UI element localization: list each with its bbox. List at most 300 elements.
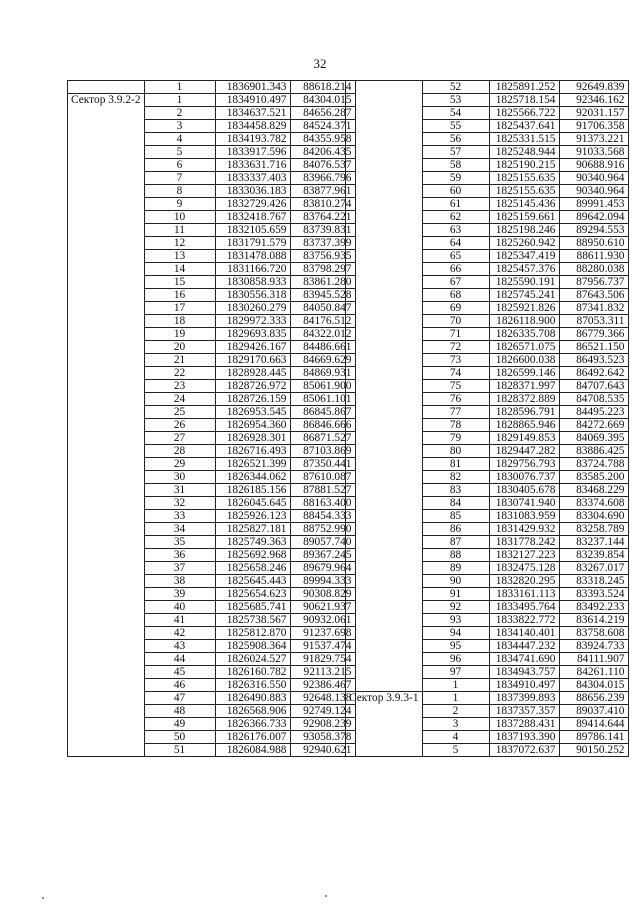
x-coordinate-cell: 1837193.390 [489,731,559,744]
point-number-cell: 77 [422,406,489,419]
table-row [346,94,629,107]
point-number-cell: 41 [144,614,215,627]
x-coordinate-cell: 1826521.399 [215,458,290,471]
point-number-cell: 21 [144,354,215,367]
point-number-cell: 4 [422,731,489,744]
table-row [346,536,629,549]
x-coordinate-cell: 1837288.431 [489,718,559,731]
x-coordinate-cell: 1826953.545 [215,406,290,419]
table-row [68,640,356,653]
sector-cell [346,575,423,588]
sector-cell [346,718,423,731]
sector-cell [68,666,145,679]
table-row [68,354,356,367]
table-row [346,692,629,705]
point-number-cell: 74 [422,367,489,380]
x-coordinate-cell: 1826490.883 [215,692,290,705]
x-coordinate-cell: 1825645.443 [215,575,290,588]
point-number-cell: 82 [422,471,489,484]
table-row [68,549,356,562]
y-coordinate-cell: 87881.527 [290,484,355,497]
x-coordinate-cell: 1825692.968 [215,549,290,562]
point-number-cell: 29 [144,458,215,471]
x-coordinate-cell: 1828372.889 [489,393,559,406]
table-row [346,354,629,367]
sector-cell [68,536,145,549]
table-row [68,484,356,497]
table-row [68,237,356,250]
x-coordinate-cell: 1825260.942 [489,237,559,250]
sector-cell [346,523,423,536]
x-coordinate-cell: 1825738.567 [215,614,290,627]
sector-cell [68,458,145,471]
table-row [346,315,629,328]
y-coordinate-cell: 89991.453 [559,198,628,211]
point-number-cell: 62 [422,211,489,224]
sector-cell [346,276,423,289]
point-number-cell: 53 [422,94,489,107]
y-coordinate-cell: 86871.527 [290,432,355,445]
y-coordinate-cell: 87341.832 [559,302,628,315]
point-number-cell: 46 [144,679,215,692]
y-coordinate-cell: 83924.733 [559,640,628,653]
x-coordinate-cell: 1829149.853 [489,432,559,445]
table-row [68,536,356,549]
table-row [346,107,629,120]
y-coordinate-cell: 84486.661 [290,341,355,354]
x-coordinate-cell: 1832820.295 [489,575,559,588]
sector-cell [346,445,423,458]
point-number-cell: 71 [422,328,489,341]
sector-cell [346,120,423,133]
x-coordinate-cell: 1825331.515 [489,133,559,146]
point-number-cell: 3 [422,718,489,731]
x-coordinate-cell: 1831791.579 [215,237,290,250]
table-row [346,549,629,562]
table-row [346,302,629,315]
x-coordinate-cell: 1832105.659 [215,224,290,237]
x-coordinate-cell: 1825926.123 [215,510,290,523]
table-row [68,653,356,666]
x-coordinate-cell: 1831166.720 [215,263,290,276]
y-coordinate-cell: 86779.366 [559,328,628,341]
sector-cell [346,133,423,146]
x-coordinate-cell: 1834910.497 [489,679,559,692]
x-coordinate-cell: 1825155.635 [489,185,559,198]
y-coordinate-cell: 83764.221 [290,211,355,224]
y-coordinate-cell: 83739.831 [290,224,355,237]
y-coordinate-cell: 89679.964 [290,562,355,575]
table-row [346,81,629,94]
table-row [68,133,356,146]
sector-cell [346,146,423,159]
table-row [68,341,356,354]
x-coordinate-cell: 1829447.282 [489,445,559,458]
point-number-cell: 56 [422,133,489,146]
table-row [68,601,356,614]
y-coordinate-cell: 88656.239 [559,692,628,705]
sector-cell [68,484,145,497]
table-row [68,315,356,328]
sector-cell [346,185,423,198]
point-number-cell: 2 [144,107,215,120]
sector-cell [68,718,145,731]
x-coordinate-cell: 1831778.242 [489,536,559,549]
point-number-cell: 49 [144,718,215,731]
point-number-cell: 16 [144,289,215,302]
y-coordinate-cell: 88611.930 [559,250,628,263]
sector-cell [346,198,423,211]
y-coordinate-cell: 85061.900 [290,380,355,393]
point-number-cell: 83 [422,484,489,497]
sector-cell [346,406,423,419]
y-coordinate-cell: 87956.737 [559,276,628,289]
x-coordinate-cell: 1834943.757 [489,666,559,679]
table-row [68,250,356,263]
point-number-cell: 19 [144,328,215,341]
table-row [68,107,356,120]
y-coordinate-cell: 89367.245 [290,549,355,562]
point-number-cell: 47 [144,692,215,705]
point-number-cell: 11 [144,224,215,237]
y-coordinate-cell: 84111.907 [559,653,628,666]
y-coordinate-cell: 83258.789 [559,523,628,536]
table-row [346,653,629,666]
x-coordinate-cell: 1826024.527 [215,653,290,666]
x-coordinate-cell: 1831083.959 [489,510,559,523]
table-row [346,406,629,419]
y-coordinate-cell: 89994.333 [290,575,355,588]
y-coordinate-cell: 88163.400 [290,497,355,510]
coordinates-table-right [345,80,629,757]
sector-cell: Сектор 3.9.3-1 [346,692,423,705]
y-coordinate-cell: 92908.239 [290,718,355,731]
y-coordinate-cell: 83756.935 [290,250,355,263]
point-number-cell: 58 [422,159,489,172]
sector-cell [346,666,423,679]
x-coordinate-cell: 1828928.445 [215,367,290,380]
x-coordinate-cell: 1826118.900 [489,315,559,328]
point-number-cell: 68 [422,289,489,302]
sector-cell [68,380,145,393]
sector-cell [346,380,423,393]
table-row [68,614,356,627]
x-coordinate-cell: 1834140.401 [489,627,559,640]
sector-cell [68,679,145,692]
sector-cell [68,81,145,94]
x-coordinate-cell: 1833495.764 [489,601,559,614]
y-coordinate-cell: 91829.754 [290,653,355,666]
y-coordinate-cell: 92649.839 [559,81,628,94]
sector-cell [346,744,423,757]
x-coordinate-cell: 1834910.497 [215,94,290,107]
x-coordinate-cell: 1826160.782 [215,666,290,679]
point-number-cell: 25 [144,406,215,419]
table-row [346,614,629,627]
x-coordinate-cell: 1826366.733 [215,718,290,731]
y-coordinate-cell: 83810.274 [290,198,355,211]
sector-cell [68,497,145,510]
point-number-cell: 54 [422,107,489,120]
y-coordinate-cell: 83945.528 [290,289,355,302]
table-row [346,601,629,614]
x-coordinate-cell: 1833161.113 [489,588,559,601]
y-coordinate-cell: 84176.512 [290,315,355,328]
y-coordinate-cell: 88950.610 [559,237,628,250]
point-number-cell: 66 [422,263,489,276]
x-coordinate-cell: 1826599.146 [489,367,559,380]
y-coordinate-cell: 92346.162 [559,94,628,107]
table-row [68,744,356,757]
sector-cell [346,107,423,120]
table-row [68,432,356,445]
x-coordinate-cell: 1832127.223 [489,549,559,562]
x-coordinate-cell: 1830405.678 [489,484,559,497]
sector-cell [346,302,423,315]
point-number-cell: 5 [422,744,489,757]
table-row [68,198,356,211]
point-number-cell: 55 [422,120,489,133]
point-number-cell: 51 [144,744,215,757]
x-coordinate-cell: 1825198.246 [489,224,559,237]
y-coordinate-cell: 90308.829 [290,588,355,601]
sector-cell [68,419,145,432]
x-coordinate-cell: 1829170.663 [215,354,290,367]
sector-cell [68,393,145,406]
table-row [68,224,356,237]
sector-cell [68,250,145,263]
sector-cell [68,237,145,250]
table-row [68,458,356,471]
y-coordinate-cell: 86493.523 [559,354,628,367]
table-row [346,133,629,146]
table-row [346,380,629,393]
table-row [346,575,629,588]
y-coordinate-cell: 84322.012 [290,328,355,341]
scan-speck [42,897,44,899]
table-row [346,497,629,510]
y-coordinate-cell: 92386.467 [290,679,355,692]
sector-cell [68,354,145,367]
x-coordinate-cell: 1826928.301 [215,432,290,445]
x-coordinate-cell: 1832418.767 [215,211,290,224]
x-coordinate-cell: 1833036.183 [215,185,290,198]
sector-cell [346,393,423,406]
point-number-cell: 35 [144,536,215,549]
x-coordinate-cell: 1833917.596 [215,146,290,159]
y-coordinate-cell: 86492.642 [559,367,628,380]
x-coordinate-cell: 1829693.835 [215,328,290,341]
y-coordinate-cell: 86846.666 [290,419,355,432]
y-coordinate-cell: 87643.506 [559,289,628,302]
sector-cell [346,640,423,653]
point-number-cell: 91 [422,588,489,601]
table-row [68,172,356,185]
table-row [346,250,629,263]
y-coordinate-cell: 89642.094 [559,211,628,224]
x-coordinate-cell: 1826335.708 [489,328,559,341]
point-number-cell: 63 [422,224,489,237]
point-number-cell: 31 [144,484,215,497]
x-coordinate-cell: 1837357.357 [489,705,559,718]
y-coordinate-cell: 83239.854 [559,549,628,562]
y-coordinate-cell: 89057.740 [290,536,355,549]
x-coordinate-cell: 1829426.167 [215,341,290,354]
x-coordinate-cell: 1828596.791 [489,406,559,419]
point-number-cell: 50 [144,731,215,744]
table-row [68,328,356,341]
y-coordinate-cell: 88454.333 [290,510,355,523]
x-coordinate-cell: 1833337.403 [215,172,290,185]
point-number-cell: 84 [422,497,489,510]
sector-cell [346,510,423,523]
y-coordinate-cell: 92749.124 [290,705,355,718]
x-coordinate-cell: 1826954.360 [215,419,290,432]
table-row [68,406,356,419]
y-coordinate-cell: 84206.435 [290,146,355,159]
sector-cell [346,224,423,237]
sector-cell [68,172,145,185]
sector-cell [68,731,145,744]
table-row [68,120,356,133]
table-row [346,471,629,484]
sector-cell [68,211,145,224]
table-row [68,471,356,484]
x-coordinate-cell: 1833822.772 [489,614,559,627]
y-coordinate-cell: 84272.669 [559,419,628,432]
y-coordinate-cell: 83267.017 [559,562,628,575]
sector-cell [346,328,423,341]
y-coordinate-cell: 83374.608 [559,497,628,510]
x-coordinate-cell: 1825812.870 [215,627,290,640]
point-number-cell: 43 [144,640,215,653]
sector-cell [346,536,423,549]
sector-cell [68,133,145,146]
sector-cell [346,731,423,744]
sector-cell [68,705,145,718]
point-number-cell: 52 [422,81,489,94]
point-number-cell: 64 [422,237,489,250]
x-coordinate-cell: 1834458.829 [215,120,290,133]
y-coordinate-cell: 83737.399 [290,237,355,250]
sector-cell [68,185,145,198]
point-number-cell: 81 [422,458,489,471]
point-number-cell: 26 [144,419,215,432]
sector-cell [346,458,423,471]
x-coordinate-cell: 1826344.062 [215,471,290,484]
table-row [346,276,629,289]
point-number-cell: 44 [144,653,215,666]
sector-cell [68,471,145,484]
point-number-cell: 13 [144,250,215,263]
point-number-cell: 70 [422,315,489,328]
point-number-cell: 85 [422,510,489,523]
sector-cell [68,640,145,653]
sector-cell [346,94,423,107]
y-coordinate-cell: 92648.138 [290,692,355,705]
point-number-cell: 92 [422,601,489,614]
table-row [346,211,629,224]
point-number-cell: 1 [144,81,215,94]
point-number-cell: 94 [422,627,489,640]
sector-cell [346,705,423,718]
x-coordinate-cell: 1825437.641 [489,120,559,133]
table-row [346,562,629,575]
point-number-cell: 78 [422,419,489,432]
y-coordinate-cell: 83861.280 [290,276,355,289]
sector-cell [68,341,145,354]
sector-cell [68,146,145,159]
table-row [68,185,356,198]
point-number-cell: 7 [144,172,215,185]
sector-cell [346,354,423,367]
point-number-cell: 28 [144,445,215,458]
y-coordinate-cell: 88280.038 [559,263,628,276]
sector-cell [68,263,145,276]
point-number-cell: 17 [144,302,215,315]
y-coordinate-cell: 88618.214 [290,81,355,94]
sector-cell [346,497,423,510]
table-row [68,562,356,575]
sector-cell [68,302,145,315]
sector-cell [346,432,423,445]
sector-cell [68,510,145,523]
y-coordinate-cell: 90621.937 [290,601,355,614]
sector-cell [68,445,145,458]
point-number-cell: 60 [422,185,489,198]
table-row [346,588,629,601]
table-row [346,731,629,744]
point-number-cell: 4 [144,133,215,146]
sector-cell [68,198,145,211]
x-coordinate-cell: 1837399.893 [489,692,559,705]
sector-cell [346,250,423,263]
sector-cell [346,289,423,302]
y-coordinate-cell: 84669.629 [290,354,355,367]
y-coordinate-cell: 83724.788 [559,458,628,471]
x-coordinate-cell: 1826045.645 [215,497,290,510]
x-coordinate-cell: 1829756.793 [489,458,559,471]
point-number-cell: 1 [144,94,215,107]
sector-cell [68,276,145,289]
point-number-cell: 24 [144,393,215,406]
x-coordinate-cell: 1825159.661 [489,211,559,224]
table-row [346,718,629,731]
sector-cell [346,601,423,614]
x-coordinate-cell: 1828865.946 [489,419,559,432]
sector-cell [68,406,145,419]
point-number-cell: 6 [144,159,215,172]
sector-cell [68,224,145,237]
sector-cell [346,341,423,354]
x-coordinate-cell: 1830741.940 [489,497,559,510]
table-row [346,510,629,523]
y-coordinate-cell: 83318.245 [559,575,628,588]
table-row [346,237,629,250]
x-coordinate-cell: 1825718.154 [489,94,559,107]
y-coordinate-cell: 90340.964 [559,185,628,198]
point-number-cell: 34 [144,523,215,536]
sector-cell [346,588,423,601]
table-row [346,146,629,159]
x-coordinate-cell: 1834637.521 [215,107,290,120]
x-coordinate-cell: 1825891.252 [489,81,559,94]
page-number: 32 [313,56,327,71]
table-row [68,276,356,289]
point-number-cell: 40 [144,601,215,614]
table-row [68,523,356,536]
y-coordinate-cell: 91373.221 [559,133,628,146]
